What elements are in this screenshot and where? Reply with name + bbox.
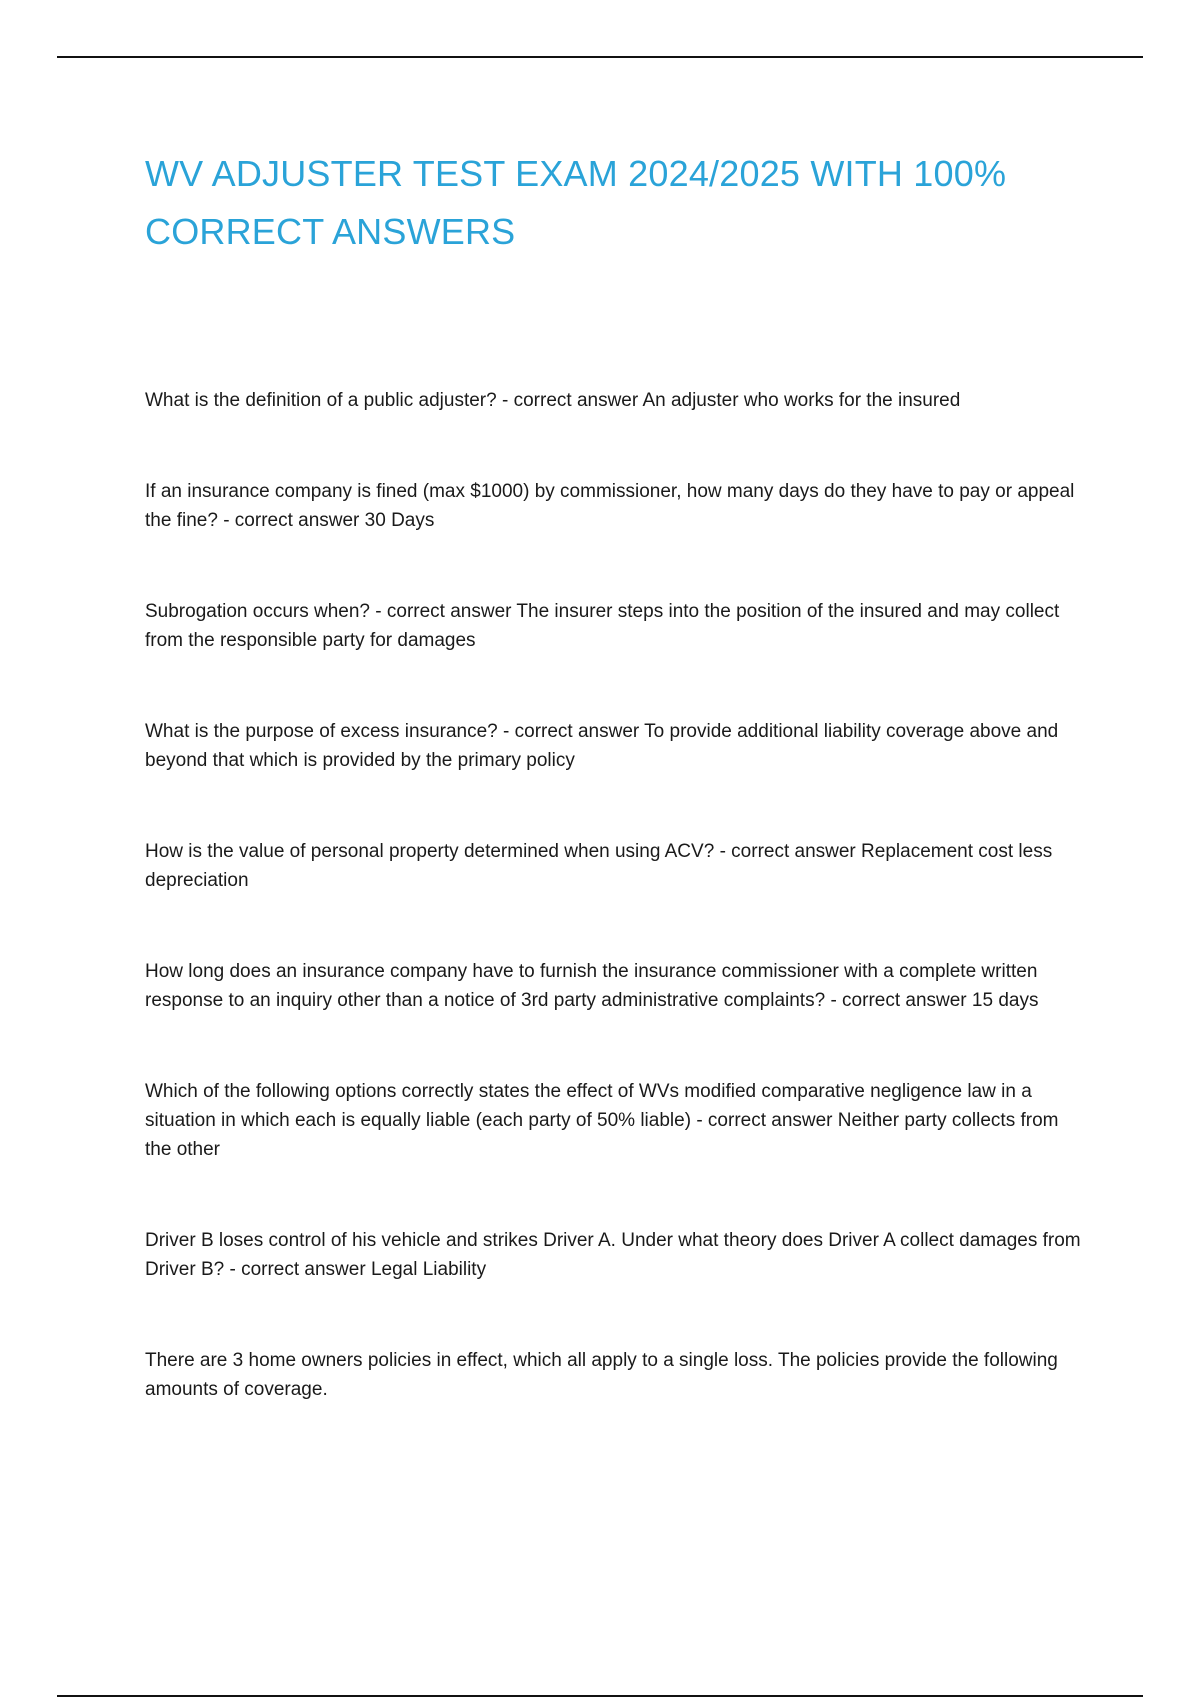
question-text: How is the value of personal property determined when using ACV? — [145, 841, 715, 862]
question-text: Which of the following options correctly states the effect of WVs modified comparative negligence law in a situation in which each is equally liable (each party of 50% liable) — [145, 1081, 1032, 1131]
answer-text: Replacement cost less depreciation — [145, 841, 1053, 891]
question-text: What is the definition of a public adjuster? — [145, 390, 497, 411]
document-header — [145, 145, 1085, 261]
answer-text: 15 days — [971, 990, 1039, 1011]
answer-marker: - correct answer — [503, 721, 640, 742]
answer-text: An adjuster who works for the insured — [642, 390, 961, 411]
answer-text: The insurer steps into the position of the insured and may collect from the responsible party for damages — [145, 601, 1060, 651]
answer-marker: - correct answer — [223, 510, 360, 531]
qa-list — [145, 386, 1085, 1404]
answer-marker: - correct answer — [375, 601, 512, 622]
question-text: If an insurance company is fined (max $1000) by commissioner, how many days do they have to pay or appeal the fine? — [145, 481, 1075, 531]
answer-text: Neither party collects from the other — [145, 1110, 1059, 1160]
question-text: How long does an insurance company have to furnish the insurance commissioner with a complete written response to an inquiry other than a notice of 3rd party administrative complaints? — [145, 961, 1038, 1011]
question-text: There are 3 home owners policies in effect, which all apply to a single loss. The policies provide the following amounts of coverage. — [145, 1350, 1058, 1400]
answer-text: To provide additional liability coverage above and beyond that which is provided by the primary policy — [145, 721, 1059, 771]
qa-item — [145, 957, 1085, 1015]
top-rule — [57, 56, 1143, 58]
qa-item — [145, 837, 1085, 895]
document-title: WV ADJUSTER TEST EXAM 2024/2025 WITH 100% CORRECT ANSWERS — [145, 153, 1007, 252]
answer-marker: - correct answer — [229, 1259, 366, 1280]
answer-marker: - correct answer — [719, 841, 856, 862]
answer-text: 30 Days — [364, 510, 435, 531]
answer-text: Legal Liability — [370, 1259, 487, 1280]
answer-marker: - correct answer — [830, 990, 967, 1011]
answer-marker: - correct answer — [696, 1110, 833, 1131]
qa-item — [145, 1226, 1085, 1284]
qa-item — [145, 1346, 1085, 1404]
qa-item — [145, 717, 1085, 775]
question-text: What is the purpose of excess insurance? — [145, 721, 498, 742]
qa-item — [145, 597, 1085, 655]
question-text: Subrogation occurs when? — [145, 601, 370, 622]
answer-marker: - correct answer — [502, 390, 639, 411]
qa-item — [145, 386, 1085, 415]
bottom-rule — [57, 1695, 1143, 1697]
qa-item — [145, 1077, 1085, 1164]
question-text: Driver B loses control of his vehicle and strikes Driver A. Under what theory does Driver A collect damages from Driver B? — [145, 1230, 1081, 1280]
qa-item — [145, 477, 1085, 535]
